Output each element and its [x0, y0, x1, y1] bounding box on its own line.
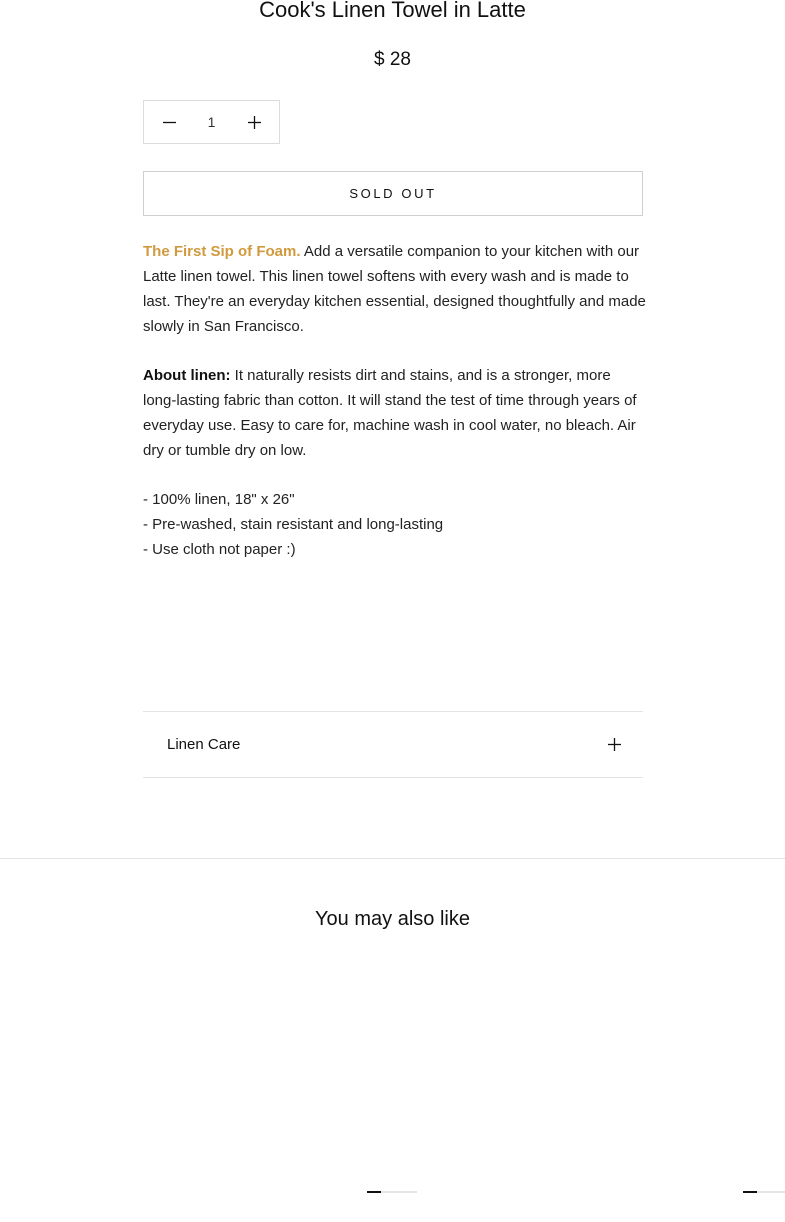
carousel-scrollbar[interactable]: [367, 1191, 417, 1193]
accordion-label: Linen Care: [167, 736, 241, 753]
feature-list: [143, 487, 648, 562]
feature-item: - Pre-washed, stain resistant and long-lasting: [143, 516, 444, 533]
plus-icon: [608, 738, 621, 751]
intro-highlight: The First Sip of Foam.: [143, 243, 301, 260]
quantity-input[interactable]: 1: [207, 114, 216, 130]
minus-icon: [163, 116, 176, 129]
scrollbar-thumb[interactable]: [367, 1191, 381, 1193]
description-about: [143, 363, 648, 463]
sold-out-button[interactable]: SOLD OUT: [143, 171, 643, 216]
about-text: It naturally resists dirt and stains, and is a stronger, more long-lasting fabric than cotton. It will stand the test of time through years of everyday use. Easy to care for, machine wash in cool water, no bleach. Air dry or tumble dry on low.: [143, 367, 637, 459]
related-products-title: You may also like: [315, 908, 470, 930]
linen-care-accordion[interactable]: [143, 711, 643, 778]
product-title: Cook's Linen Towel in Latte: [259, 0, 526, 22]
section-divider: [0, 858, 785, 859]
carousel-scrollbar[interactable]: [743, 1191, 785, 1193]
product-price: $ 28: [374, 49, 411, 70]
scrollbar-thumb[interactable]: [743, 1191, 757, 1193]
quantity-decrease-button[interactable]: [144, 101, 194, 143]
feature-item: - Use cloth not paper :): [143, 541, 296, 558]
feature-item: - 100% linen, 18" x 26": [143, 491, 295, 508]
intro-text: Add a versatile companion to your kitchen with our Latte linen towel. This linen towel softens with every wash and is made to last. They're an everyday kitchen essential, designed thoughtfully and made slowly in San Francisco.: [143, 243, 646, 335]
quantity-stepper: [143, 100, 280, 144]
quantity-increase-button[interactable]: [229, 101, 279, 143]
about-label: About linen:: [143, 367, 231, 384]
product-description: [143, 239, 648, 562]
plus-icon: [248, 116, 261, 129]
description-intro: [143, 239, 648, 339]
